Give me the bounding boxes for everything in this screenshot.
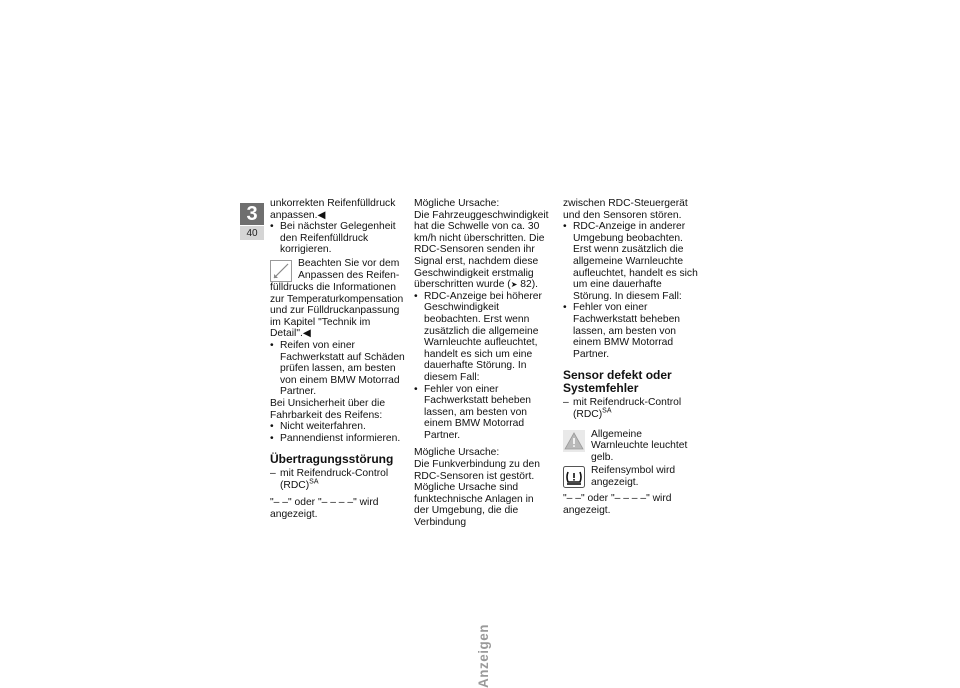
paragraph: Die Fahrzeuggeschwindigkeit hat die Schwelle von ca. 30 km/h nicht überschritten. Die RDC-Sensoren senden ihr Signal erst, nachdem diese Geschwindigkeit erstmalig überschritten wurde (➤ 82). — [414, 209, 549, 291]
column-1 — [270, 198, 406, 521]
paragraph: unkorrekten Reifenfülldruck anpassen.◀ — [270, 198, 396, 221]
paragraph: "‒ ‒" oder "‒ ‒ ‒ ‒" wird angezeigt. — [270, 497, 379, 521]
list-item: • Pannendienst informieren. — [270, 432, 401, 444]
list-item: • Nicht weiterfahren. — [270, 421, 366, 433]
paragraph: "‒ ‒" oder "‒ ‒ ‒ ‒" wird angezeigt. — [563, 493, 672, 516]
list-item: • Fehler von einer Fachwerkstatt beheben lassen, am besten von einem BMW Motorrad Partner. — [563, 302, 681, 360]
tire-symbol-text: Reifensymbol wird angezeigt. — [591, 465, 676, 488]
column-2 — [414, 198, 550, 529]
sa-superscript: SA — [602, 407, 612, 415]
equipment-item: ‒ mit Reifendruck-Control (RDC)$^{SA}$ — [563, 397, 682, 420]
sa-superscript: SA — [309, 478, 319, 486]
list-item: • Reifen von einer Fachwerkstatt auf Schäden prüfen lassen, am besten von einem BMW Motorrad Partner. — [270, 339, 405, 398]
chapter-number: 3 — [240, 203, 264, 225]
list-item: • RDC-Anzeige bei höherer Geschwindigkeit beobachten. Erst wenn zusätzlich die allgemeine Warnleuchte aufleuchtet, handelt es sich um eine dauerhafte Störung. In diesem Fall: — [414, 290, 542, 383]
page-number: 40 — [240, 226, 264, 240]
column-3 — [563, 198, 699, 516]
paragraph: zwischen RDC-Steuergerät und den Sensoren stören. — [563, 198, 688, 221]
equipment-item: ‒ mit Reifendruck-Control (RDC)$^{SA}$ — [270, 468, 389, 491]
note-text-continued: fülldrucks die Informationen zur Temperaturkompensation und zur Fülldruckanpassung im Kapitel "Technik im Detail".◀ — [270, 281, 404, 340]
tire-symbol-row — [563, 465, 699, 491]
warning-light-row — [563, 429, 699, 464]
section-heading: Übertragungsstörung — [270, 452, 394, 467]
list-item: • Bei nächster Gelegenheit den Reifenfülldruck korrigieren. — [270, 221, 396, 256]
cause-label: Mögliche Ursache: — [414, 198, 500, 209]
note-block — [270, 258, 406, 340]
note-text: Beachten Sie vor dem Anpassen des Reifen- — [298, 257, 400, 281]
paragraph: Bei Unsicherheit über die Fahrbarkeit des Reifens: — [270, 397, 386, 421]
tire-pressure-icon — [563, 466, 585, 488]
warning-triangle-icon — [563, 430, 585, 452]
list-item: • Fehler von einer Fachwerkstatt beheben lassen, am besten von einem BMW Motorrad Partner. — [414, 383, 532, 441]
reference-arrow-icon: ➤ — [510, 280, 518, 290]
note-icon — [270, 260, 292, 282]
paragraph: Die Funkverbindung zu den RDC-Sensoren ist gestört. Mögliche Ursache sind funktechnische Anlagen in der Umgebung, die die Verbindung — [414, 459, 540, 529]
cause-label: Mögliche Ursache: — [414, 447, 500, 459]
warning-light-text: Allgemeine Warnleuchte leuchtet gelb. — [591, 428, 688, 463]
section-heading: Sensor defekt oder Systemfehler — [563, 368, 672, 396]
list-item: • RDC-Anzeige in anderer Umgebung beobachten. Erst wenn zusätzlich die allgemeine Warnleuchte aufleuchtet, handelt es sich um eine dauerhafte Störung. In diesem Fall: — [563, 221, 698, 302]
chapter-side-label: Anzeigen — [476, 623, 491, 688]
